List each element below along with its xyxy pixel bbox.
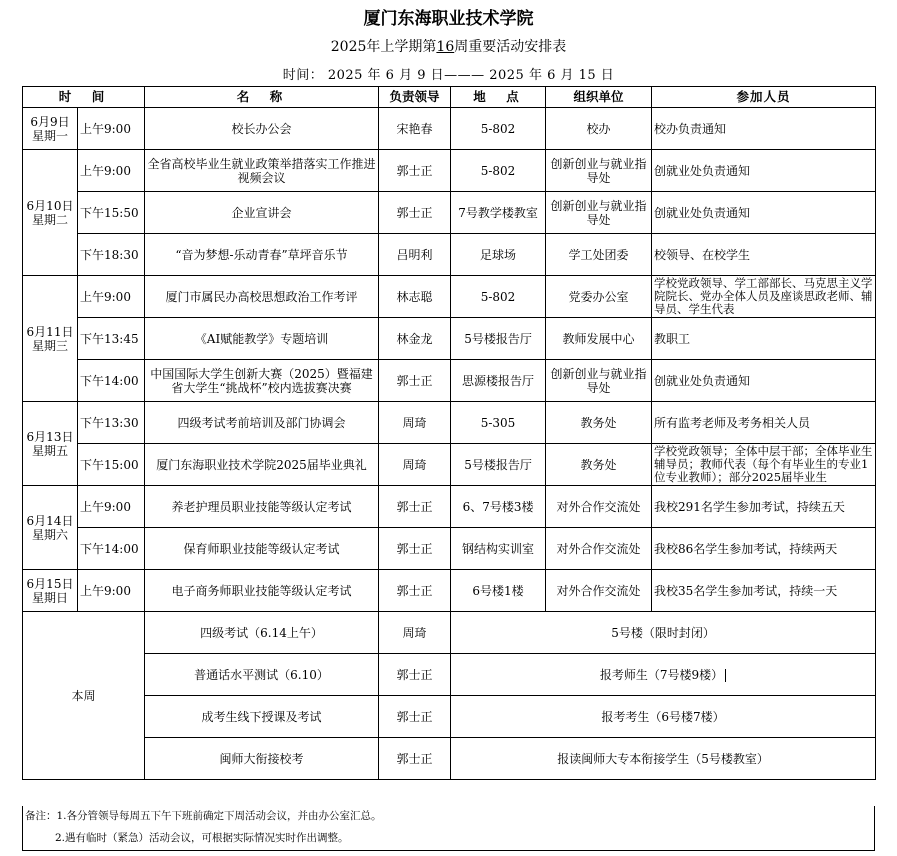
week-leader: 郭士正 bbox=[379, 738, 451, 780]
leader-cell: 郭士正 bbox=[379, 192, 451, 234]
day-cell: 6月9日星期一 bbox=[23, 108, 78, 150]
date-range: 时间： 2025 年 6 月 9 日——— 2025 年 6 月 15 日 bbox=[282, 68, 615, 83]
event-name-cell: 养老护理员职业技能等级认定考试 bbox=[145, 486, 379, 528]
week-row bbox=[23, 738, 876, 780]
leader-cell: 宋艳春 bbox=[379, 108, 451, 150]
event-name-cell: “音为梦想-乐动青春”草坪音乐节 bbox=[145, 234, 379, 276]
header-people: 参加人员 bbox=[652, 87, 876, 108]
day-cell: 6月10日星期二 bbox=[23, 150, 78, 276]
people-cell: 教职工 bbox=[652, 318, 876, 360]
event-name-cell: 电子商务师职业技能等级认定考试 bbox=[145, 570, 379, 612]
people-cell: 创就业处负责通知 bbox=[652, 192, 876, 234]
week-event-name: 四级考试（6.14上午） bbox=[145, 612, 379, 654]
people-cell: 我校291名学生参加考试，持续五天 bbox=[652, 486, 876, 528]
day-cell: 6月11日星期三 bbox=[23, 276, 78, 402]
week-row bbox=[23, 696, 876, 738]
org-cell: 创新创业与就业指导处 bbox=[546, 150, 652, 192]
table-row bbox=[23, 528, 876, 570]
org-cell: 教务处 bbox=[546, 444, 652, 486]
leader-cell: 郭士正 bbox=[379, 150, 451, 192]
week-leader: 郭士正 bbox=[379, 654, 451, 696]
subtitle-prefix: 2025年上学期第 bbox=[330, 39, 437, 55]
time-cell: 下午15:50 bbox=[78, 192, 145, 234]
header-place: 地 点 bbox=[451, 87, 546, 108]
org-cell: 对外合作交流处 bbox=[546, 486, 652, 528]
time-cell: 下午18:30 bbox=[78, 234, 145, 276]
time-cell: 上午9:00 bbox=[78, 570, 145, 612]
table-row bbox=[23, 234, 876, 276]
table-row bbox=[23, 108, 876, 150]
people-cell: 校领导、在校学生 bbox=[652, 234, 876, 276]
time-cell: 下午14:00 bbox=[78, 528, 145, 570]
time-cell: 上午9:00 bbox=[78, 108, 145, 150]
org-cell: 对外合作交流处 bbox=[546, 570, 652, 612]
leader-cell: 郭士正 bbox=[379, 570, 451, 612]
week-leader: 郭士正 bbox=[379, 696, 451, 738]
time-cell: 下午13:30 bbox=[78, 402, 145, 444]
time-cell: 下午15:00 bbox=[78, 444, 145, 486]
people-cell: 所有监考老师及考务相关人员 bbox=[652, 402, 876, 444]
week-event-name: 闽师大衔接校考 bbox=[145, 738, 379, 780]
table-row bbox=[23, 150, 876, 192]
place-cell: 思源楼报告厅 bbox=[451, 360, 546, 402]
day-cell: 6月15日星期日 bbox=[23, 570, 78, 612]
time-cell: 下午14:00 bbox=[78, 360, 145, 402]
week-detail: 报读闽师大专本衔接学生（5号楼教室） bbox=[451, 738, 876, 780]
note-2: 2.遇有临时（紧急）活动会议，可根据实际情况实时作出调整。 bbox=[55, 832, 349, 844]
week-event-name: 普通话水平测试（6.10） bbox=[145, 654, 379, 696]
leader-cell: 吕明利 bbox=[379, 234, 451, 276]
text-cursor bbox=[725, 669, 726, 682]
leader-cell: 林志聪 bbox=[379, 276, 451, 318]
table-row bbox=[23, 360, 876, 402]
day-cell: 6月13日星期五 bbox=[23, 402, 78, 486]
table-row bbox=[23, 402, 876, 444]
page-title: 厦门东海职业技术学院 bbox=[363, 9, 534, 29]
note-1: 备注：1.各分管领导每周五下午下班前确定下周活动会议，并由办公室汇总。 bbox=[25, 810, 382, 822]
org-cell: 校办 bbox=[546, 108, 652, 150]
people-cell: 我校86名学生参加考试，持续两天 bbox=[652, 528, 876, 570]
week-leader: 周琦 bbox=[379, 612, 451, 654]
people-cell: 校办负责通知 bbox=[652, 108, 876, 150]
table-row bbox=[23, 486, 876, 528]
table-row bbox=[23, 570, 876, 612]
people-cell: 学校党政领导；全体中层干部；全体毕业生辅导员；教师代表（每个有毕业生的专业1位专业教师）；部分2025届毕业生 bbox=[652, 444, 876, 486]
event-name-cell: 企业宣讲会 bbox=[145, 192, 379, 234]
event-name-cell: 厦门市属民办高校思想政治工作考评 bbox=[145, 276, 379, 318]
event-name-cell: 《AI赋能教学》专题培训 bbox=[145, 318, 379, 360]
leader-cell: 郭士正 bbox=[379, 528, 451, 570]
time-cell: 上午9:00 bbox=[78, 150, 145, 192]
table-row bbox=[23, 192, 876, 234]
time-cell: 上午9:00 bbox=[78, 486, 145, 528]
org-cell: 教师发展中心 bbox=[546, 318, 652, 360]
week-label-cell: 本周 bbox=[23, 612, 145, 780]
schedule-table bbox=[22, 86, 876, 780]
event-name-cell: 保育师职业技能等级认定考试 bbox=[145, 528, 379, 570]
org-cell: 教务处 bbox=[546, 402, 652, 444]
table-row bbox=[23, 444, 876, 486]
leader-cell: 郭士正 bbox=[379, 486, 451, 528]
day-cell: 6月14日星期六 bbox=[23, 486, 78, 570]
page-subtitle bbox=[0, 36, 897, 56]
week-number: 16 bbox=[436, 39, 455, 55]
leader-cell: 周琦 bbox=[379, 444, 451, 486]
event-name-cell: 四级考试考前培训及部门协调会 bbox=[145, 402, 379, 444]
place-cell: 钢结构实训室 bbox=[451, 528, 546, 570]
week-event-name: 成考生线下授课及考试 bbox=[145, 696, 379, 738]
header-row bbox=[23, 87, 876, 108]
people-cell: 我校35名学生参加考试，持续一天 bbox=[652, 570, 876, 612]
header-leader: 负责领导 bbox=[379, 87, 451, 108]
place-cell: 5号楼报告厅 bbox=[451, 444, 546, 486]
people-cell: 创就业处负责通知 bbox=[652, 150, 876, 192]
week-detail: 5号楼（限时封闭） bbox=[451, 612, 876, 654]
week-row bbox=[23, 612, 876, 654]
place-cell: 7号教学楼教室 bbox=[451, 192, 546, 234]
place-cell: 5-802 bbox=[451, 108, 546, 150]
org-cell: 党委办公室 bbox=[546, 276, 652, 318]
org-cell: 对外合作交流处 bbox=[546, 528, 652, 570]
event-name-cell: 全省高校毕业生就业政策举措落实工作推进视频会议 bbox=[145, 150, 379, 192]
leader-cell: 郭士正 bbox=[379, 360, 451, 402]
place-cell: 6、7号楼3楼 bbox=[451, 486, 546, 528]
header-name: 名 称 bbox=[145, 87, 379, 108]
event-name-cell: 厦门东海职业技术学院2025届毕业典礼 bbox=[145, 444, 379, 486]
place-cell: 5-802 bbox=[451, 150, 546, 192]
org-cell: 创新创业与就业指导处 bbox=[546, 192, 652, 234]
header-org: 组织单位 bbox=[546, 87, 652, 108]
org-cell: 创新创业与就业指导处 bbox=[546, 360, 652, 402]
leader-cell: 林金龙 bbox=[379, 318, 451, 360]
notes-box bbox=[22, 806, 875, 851]
table-row bbox=[23, 276, 876, 318]
week-detail-cell bbox=[451, 654, 876, 696]
week-detail: 报考师生（7号楼9楼） bbox=[599, 667, 724, 682]
place-cell: 5-802 bbox=[451, 276, 546, 318]
time-cell: 下午13:45 bbox=[78, 318, 145, 360]
org-cell: 学工处团委 bbox=[546, 234, 652, 276]
place-cell: 足球场 bbox=[451, 234, 546, 276]
event-name-cell: 校长办公会 bbox=[145, 108, 379, 150]
header-time: 时 间 bbox=[23, 87, 145, 108]
time-cell: 上午9:00 bbox=[78, 276, 145, 318]
place-cell: 5号楼报告厅 bbox=[451, 318, 546, 360]
week-row bbox=[23, 654, 876, 696]
place-cell: 6号楼1楼 bbox=[451, 570, 546, 612]
subtitle-suffix: 周重要活动安排表 bbox=[454, 39, 567, 55]
place-cell: 5-305 bbox=[451, 402, 546, 444]
leader-cell: 周琦 bbox=[379, 402, 451, 444]
week-detail: 报考考生（6号楼7楼） bbox=[451, 696, 876, 738]
table-row bbox=[23, 318, 876, 360]
event-name-cell: 中国国际大学生创新大赛（2025）暨福建省大学生“挑战杯”校内选拔赛决赛 bbox=[145, 360, 379, 402]
people-cell: 创就业处负责通知 bbox=[652, 360, 876, 402]
people-cell: 学校党政领导、学工部部长、马克思主义学院院长、党办全体人员及座谈思政老师、辅导员、学生代表 bbox=[652, 276, 876, 318]
